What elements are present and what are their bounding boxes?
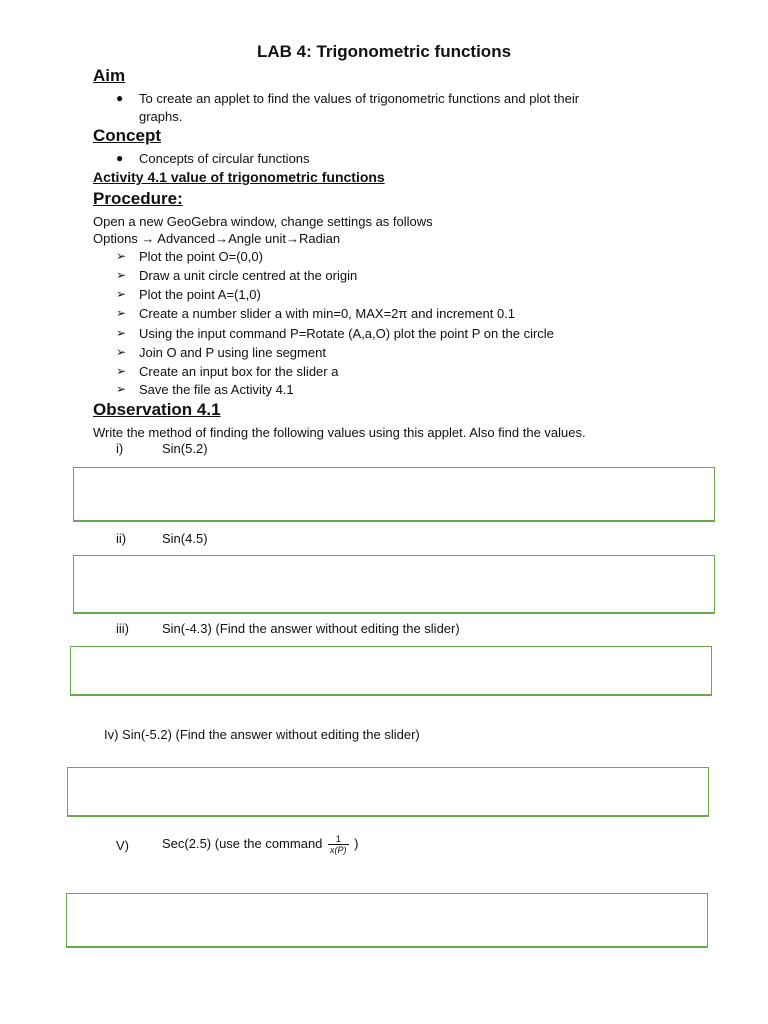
procedure-step: Create a number slider a with min=0, MAX=2π and increment 0.1 (139, 306, 516, 321)
closing-parenthesis: ) (354, 836, 359, 851)
procedure-step: Save the file as Activity 4.1 (139, 382, 294, 397)
arrowhead-icon: ➢ (116, 268, 127, 282)
procedure-step: Plot the point O=(0,0) (139, 249, 263, 264)
aim-heading: Aim (93, 66, 126, 85)
question-text: Iv) Sin(-5.2) (Find the answer without editing the slider) (104, 727, 420, 742)
arrowhead-icon: ➢ (116, 382, 127, 396)
aim-text-line1: To create an applet to find the values of trigonometric functions and plot their (139, 91, 580, 106)
arrowhead-icon: ➢ (116, 249, 127, 263)
bullet-icon: ● (116, 91, 124, 105)
question-text: Sin(4.5) (162, 531, 208, 546)
procedure-intro: Open a new GeoGebra window, change settings as follows (93, 214, 433, 229)
concept-text: Concepts of circular functions (139, 151, 310, 166)
answer-box-1[interactable] (73, 467, 715, 522)
fraction (328, 834, 349, 855)
question-text-with-fraction (162, 831, 359, 857)
procedure-options-path: Options → Advanced→Angle unit→Radian (93, 231, 341, 246)
question-number: iii) (116, 621, 129, 636)
aim-text-line2: graphs. (139, 109, 183, 124)
arrowhead-icon: ➢ (116, 364, 127, 378)
fraction-denominator: x(P) (330, 845, 347, 856)
question-text: Sec(2.5) (use the command (162, 836, 323, 851)
activity-heading: Activity 4.1 value of trigonometric functions (93, 169, 385, 185)
question-number: ii) (116, 531, 127, 546)
procedure-heading: Procedure: (93, 189, 183, 208)
question-number: i) (116, 441, 124, 456)
question-text: Sin(5.2) (162, 441, 208, 456)
procedure-step: Draw a unit circle centred at the origin (139, 268, 358, 283)
procedure-step: Using the input command P=Rotate (A,a,O) plot the point P on the circle (139, 326, 554, 341)
procedure-step: Plot the point A=(1,0) (139, 287, 261, 302)
observation-heading: Observation 4.1 (93, 400, 221, 419)
arrowhead-icon: ➢ (116, 345, 127, 359)
page-title: LAB 4: Trigonometric functions (256, 42, 512, 61)
arrowhead-icon: ➢ (116, 287, 127, 301)
procedure-step: Join O and P using line segment (139, 345, 326, 360)
question-number: V) (116, 838, 129, 853)
answer-box-5[interactable] (66, 893, 708, 948)
bullet-icon: ● (116, 151, 124, 165)
arrowhead-icon: ➢ (116, 326, 127, 340)
fraction-numerator: 1 (328, 834, 349, 845)
answer-box-3[interactable] (70, 646, 712, 696)
question-text: Sin(-4.3) (Find the answer without editing the slider) (162, 621, 460, 636)
observation-instruction: Write the method of finding the following values using this applet. Also find the values. (93, 425, 586, 440)
answer-box-4[interactable] (67, 767, 709, 817)
answer-box-2[interactable] (73, 555, 715, 614)
arrowhead-icon: ➢ (116, 306, 127, 320)
concept-heading: Concept (93, 126, 161, 145)
procedure-step: Create an input box for the slider a (139, 364, 339, 379)
